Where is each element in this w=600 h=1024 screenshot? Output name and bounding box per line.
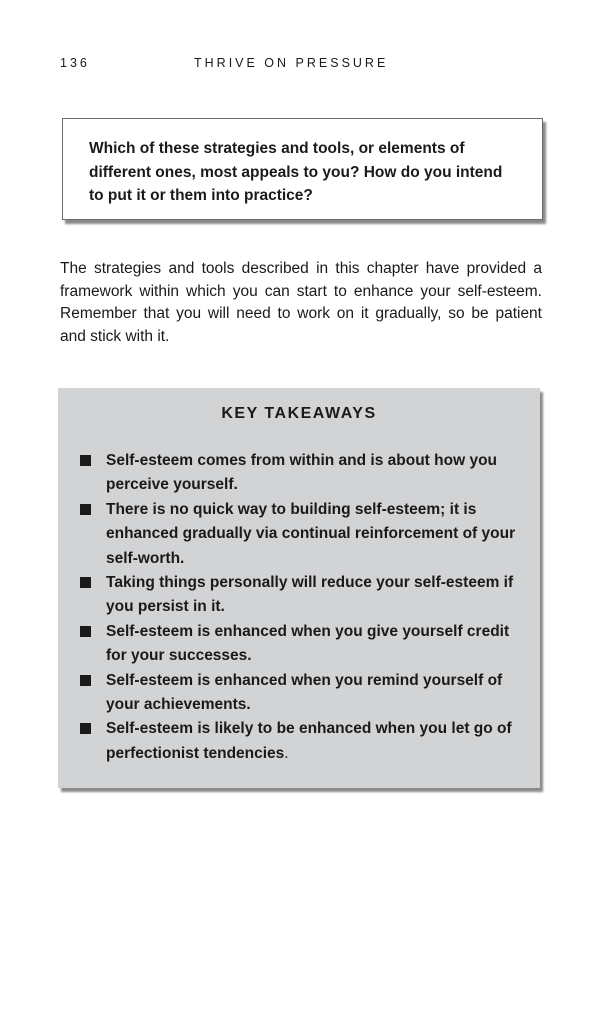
- takeaway-text: Self-esteem comes from within and is about how you perceive yourself.: [106, 452, 498, 494]
- takeaway-item: [78, 498, 526, 571]
- takeaway-text: Self-esteem is enhanced when you give yourself credit for your successes.: [106, 622, 510, 665]
- takeaway-text: Taking things personally will reduce your self-esteem if you persist in it.: [106, 574, 514, 616]
- page-number: 136: [60, 56, 90, 70]
- takeaway-text: There is no quick way to building self-esteem; it is enhanced gradually via continual reinforcement of your self-worth.: [106, 500, 516, 567]
- reflection-question-box: [62, 118, 543, 220]
- reflection-question-text: Which of these strategies and tools, or elements of different ones, most appeals to you? How do you intend to put it or them into practice?: [89, 140, 503, 204]
- takeaway-item: [78, 717, 526, 766]
- takeaway-item: [78, 449, 526, 498]
- takeaway-text: Self-esteem is enhanced when you remind yourself of your achievements.: [106, 671, 503, 714]
- square-bullet-icon: [80, 504, 91, 515]
- page-header: [60, 56, 540, 74]
- square-bullet-icon: [80, 723, 91, 734]
- takeaway-text: Self-esteem is likely to be enhanced when you let go of perfectionist tendencies: [106, 720, 512, 762]
- takeaway-end-punctuation: .: [284, 744, 289, 762]
- square-bullet-icon: [80, 675, 91, 686]
- key-takeaways-box: [58, 388, 540, 788]
- body-paragraph: The strategies and tools described in this chapter have provided a framework within which you can start to enhance your self-esteem. Remember that you will need to work on it gradually, so be patient and stick with it.: [60, 260, 542, 345]
- takeaway-item: [78, 571, 526, 620]
- square-bullet-icon: [80, 455, 91, 466]
- running-head: THRIVE ON PRESSURE: [194, 56, 389, 70]
- key-takeaways-title: KEY TAKEAWAYS: [221, 405, 377, 422]
- key-takeaways-list: [78, 449, 526, 766]
- square-bullet-icon: [80, 626, 91, 637]
- takeaway-item: [78, 620, 526, 669]
- takeaway-item: [78, 669, 526, 718]
- square-bullet-icon: [80, 577, 91, 588]
